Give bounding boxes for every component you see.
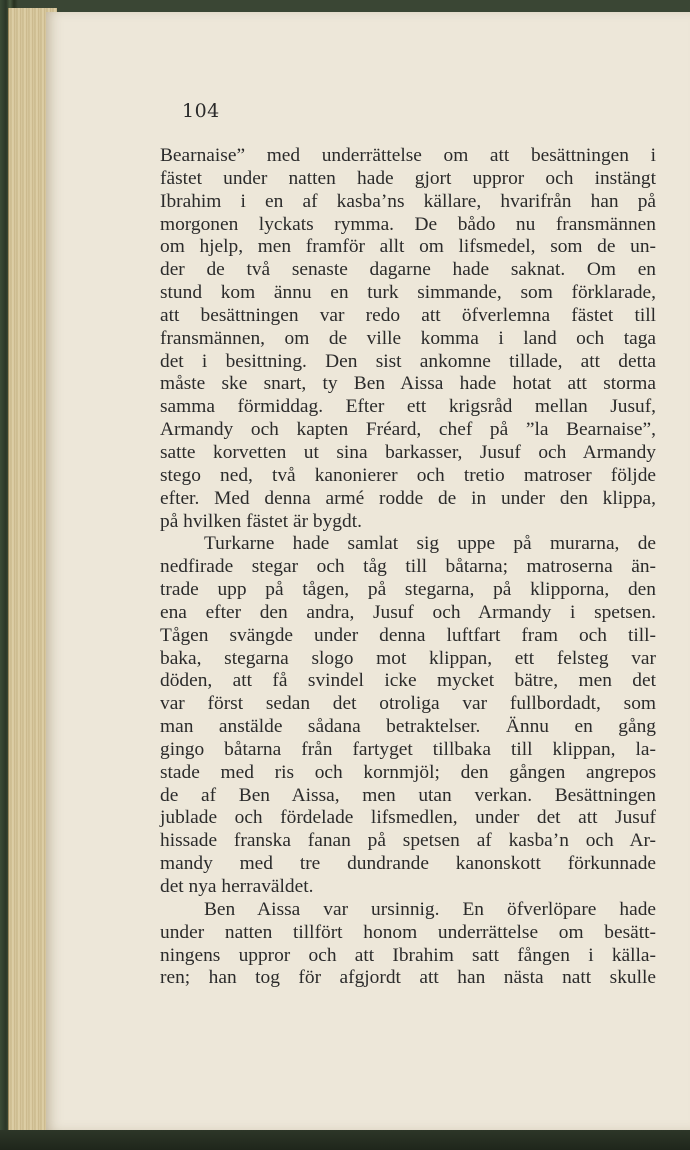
text-line: hissade franska fanan på spetsen af kasba’n och Ar- — [160, 830, 656, 852]
text-line: Ibrahim i en af kasba’ns källare, hvarifrån han på — [160, 190, 656, 212]
text-line: döden, att få svindel icke mycket bätre, men det — [160, 670, 656, 692]
text-line: man anstälde sådana betraktelser. Ännu en gång — [160, 716, 656, 738]
text-line: satte korvetten ut sina barkasser, Jusuf och Armandy — [160, 441, 656, 463]
text-line: fästet under natten hade gjort uppror och instängt — [160, 167, 656, 189]
text-line: efter. Med denna armé rodde de in under den klippa, — [160, 487, 656, 509]
page-number: 104 — [182, 100, 220, 122]
text-line: måste ske snart, ty Ben Aissa hade hotat att storma — [160, 373, 656, 395]
text-line: nedfirade stegar och tåg till båtarna; matroserna än- — [160, 556, 656, 578]
text-line: Bearnaise” med underrättelse om att besättningen i — [160, 145, 656, 166]
text-line: Armandy och kapten Fréard, chef på ”la Bearnaise”, — [160, 419, 656, 441]
text-line: under natten tillfört honom underrättelse om besätt- — [160, 921, 656, 943]
text-line: Turkarne hade samlat sig uppe på murarna, de — [204, 533, 656, 555]
text-line: stego ned, två kanonierer och tretio matroser följde — [160, 464, 656, 486]
text-line: att besättningen var redo att öfverlemna fästet till — [160, 304, 656, 326]
text-line: det i besittning. Den sist ankomne tillade, att detta — [160, 350, 656, 372]
text-line: morgonen lyckats rymma. De bådo nu fransmännen — [160, 213, 656, 235]
text-line: Ben Aissa var ursinnig. En öfverlöpare hade — [204, 898, 656, 920]
body-text — [160, 145, 656, 990]
text-line: der de två senaste dagarne hade saknat. Om en — [160, 259, 656, 281]
text-line: trade upp på tågen, på stegarna, på klipporna, den — [160, 579, 656, 601]
text-line: mandy med tre dundrande kanonskott förkunnade — [160, 853, 656, 875]
text-line: det nya herraväldet. — [160, 876, 314, 897]
text-line: var först sedan det otroliga var fullbordadt, som — [160, 693, 656, 715]
text-line: ren; han tog för afgjordt att han nästa natt skulle — [160, 967, 656, 989]
text-line: ningens uppror och att Ibrahim satt fången i källa- — [160, 944, 656, 966]
text-line: gingo båtarna från fartyget tillbaka till klippan, la- — [160, 738, 656, 760]
text-line: baka, stegarna slogo mot klippan, ett felsteg var — [160, 647, 656, 669]
text-line: Tågen svängde under denna luftfart fram och till- — [160, 624, 656, 646]
text-line: ena efter den andra, Jusuf och Armandy i spetsen. — [160, 601, 656, 623]
text-line: samma förmiddag. Efter ett krigsråd mellan Jusuf, — [160, 396, 656, 418]
text-line: stade med ris och kornmjöl; den gången angrepos — [160, 761, 656, 783]
bottom-binding — [0, 1130, 690, 1150]
text-line: jublade och fördelade lifsmedlen, under det att Jusuf — [160, 807, 656, 829]
text-line: fransmännen, om de ville komma i land och taga — [160, 327, 656, 349]
text-line: de af Ben Aissa, men utan verkan. Besättningen — [160, 784, 656, 806]
text-line: om hjelp, men framför allt om lifsmedel, som de un- — [160, 236, 656, 258]
text-line: på hvilken fästet är bygdt. — [160, 510, 362, 532]
text-line: stund kom ännu en turk simmande, som förklarade, — [160, 282, 656, 304]
